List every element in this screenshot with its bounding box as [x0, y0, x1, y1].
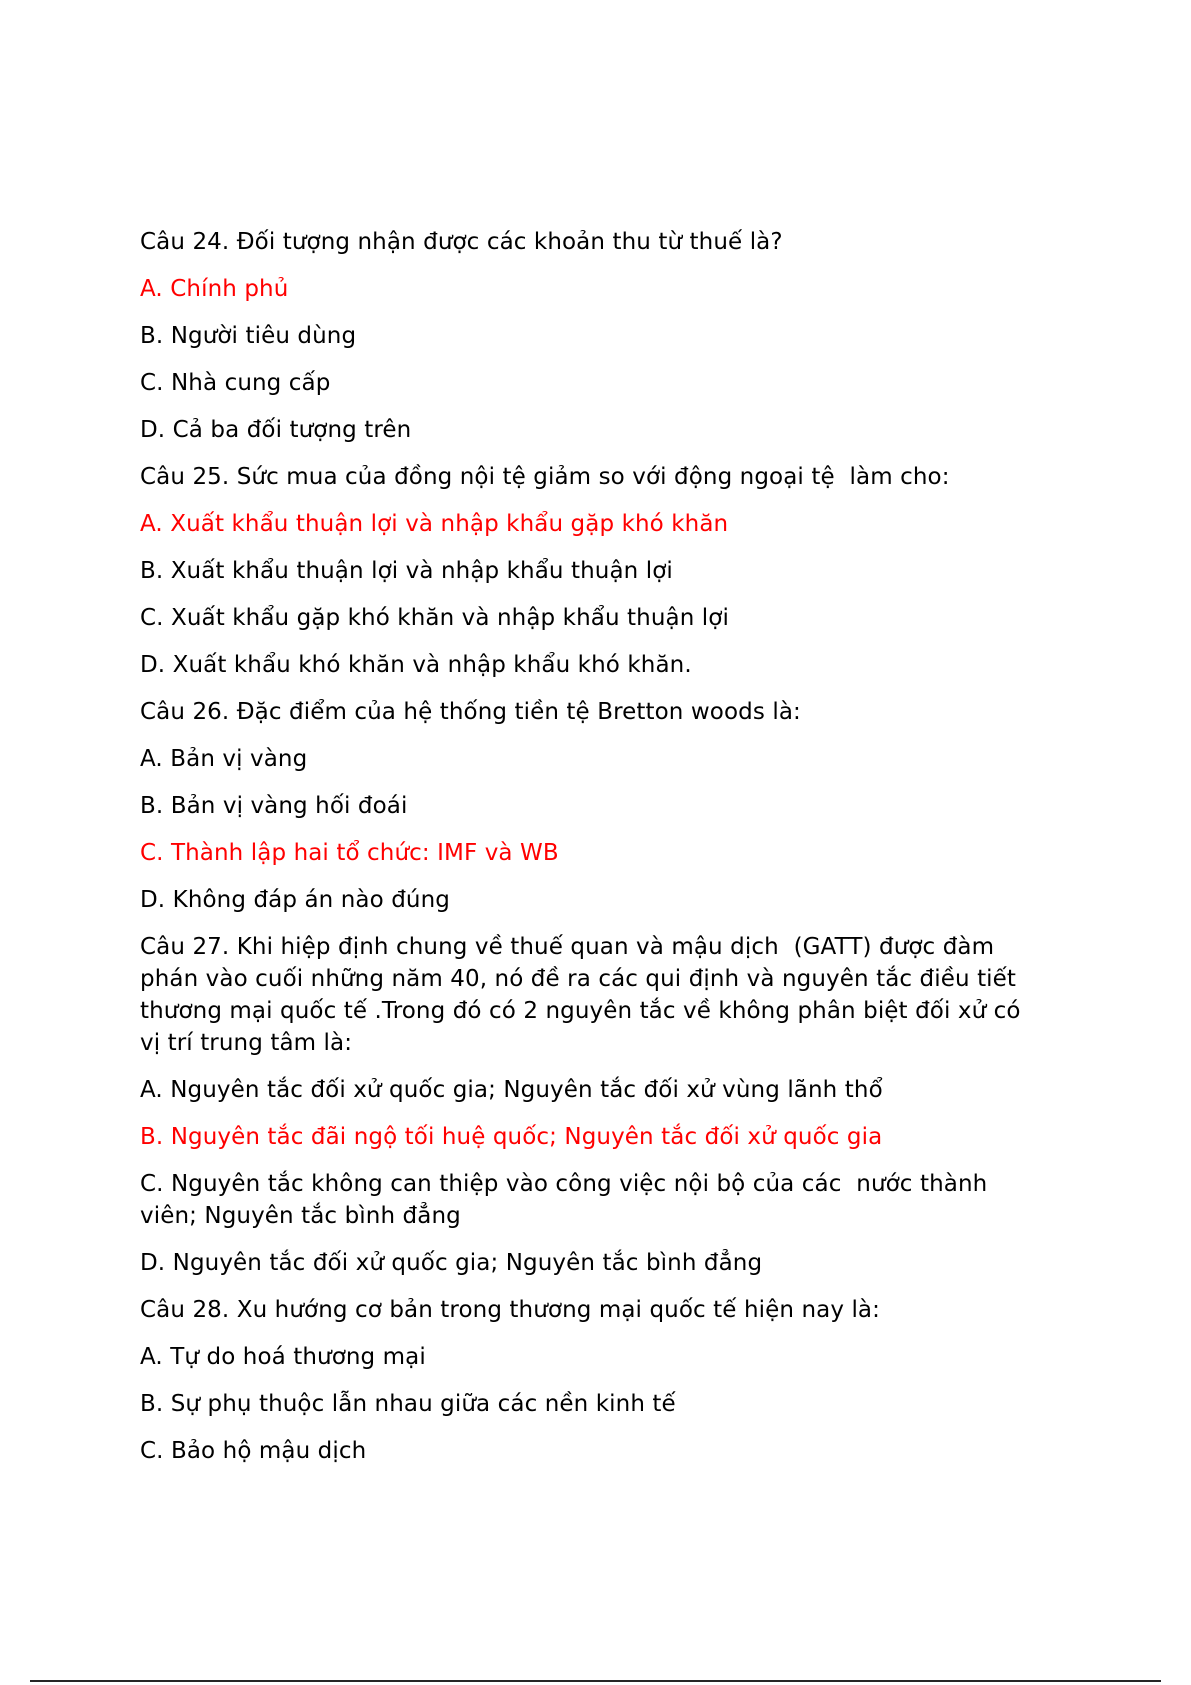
- option-27-b: B. Nguyên tắc đãi ngộ tối huệ quốc; Nguyên tắc đối xử quốc gia: [140, 1124, 883, 1150]
- option-25-d: D. Xuất khẩu khó khăn và nhập khẩu khó khăn.: [140, 652, 692, 678]
- option-28-b: B. Sự phụ thuộc lẫn nhau giữa các nền kinh tế: [140, 1391, 676, 1417]
- option-26-c: C. Thành lập hai tổ chức: IMF và WB: [140, 840, 559, 866]
- option-27-d: D. Nguyên tắc đối xử quốc gia; Nguyên tắc bình đẳng: [140, 1250, 763, 1276]
- page-bottom-rule: [30, 1680, 1161, 1682]
- option-25-c: C. Xuất khẩu gặp khó khăn và nhập khẩu thuận lợi: [140, 605, 729, 631]
- option-28-a: A. Tự do hoá thương mại: [140, 1344, 426, 1370]
- option-24-b: B. Người tiêu dùng: [140, 323, 357, 349]
- option-26-a: A. Bản vị vàng: [140, 746, 308, 772]
- question-25: Câu 25. Sức mua của đồng nội tệ giảm so với động ngoại tệ làm cho:: [140, 464, 950, 490]
- option-24-a: A. Chính phủ: [140, 276, 289, 302]
- option-27-c: C. Nguyên tắc không can thiệp vào công việc nội bộ của các nước thành viên; Nguyên tắc bình đẳng: [140, 1171, 995, 1229]
- option-25-b: B. Xuất khẩu thuận lợi và nhập khẩu thuận lợi: [140, 558, 673, 584]
- question-28: Câu 28. Xu hướng cơ bản trong thương mại quốc tế hiện nay là:: [140, 1297, 880, 1323]
- option-28-c: C. Bảo hộ mậu dịch: [140, 1438, 367, 1464]
- quiz-content: [140, 226, 1040, 1482]
- option-26-b: B. Bản vị vàng hối đoái: [140, 793, 408, 819]
- question-24: Câu 24. Đối tượng nhận được các khoản thu từ thuế là?: [140, 229, 783, 255]
- option-24-c: C. Nhà cung cấp: [140, 370, 331, 396]
- option-27-a: A. Nguyên tắc đối xử quốc gia; Nguyên tắc đối xử vùng lãnh thổ: [140, 1077, 883, 1103]
- question-26: Câu 26. Đặc điểm của hệ thống tiền tệ Bretton woods là:: [140, 699, 801, 725]
- question-27: Câu 27. Khi hiệp định chung về thuế quan và mậu dịch (GATT) được đàm phán vào cuối những năm 40, nó đề ra các qui định và nguyên tắc điều tiết thương mại quốc tế .Trong đó có 2 nguyên tắc về không phân biệt đối xử có vị trí trung tâm là:: [140, 934, 1029, 1056]
- option-25-a: A. Xuất khẩu thuận lợi và nhập khẩu gặp khó khăn: [140, 511, 729, 537]
- option-26-d: D. Không đáp án nào đúng: [140, 887, 450, 913]
- option-24-d: D. Cả ba đối tượng trên: [140, 417, 412, 443]
